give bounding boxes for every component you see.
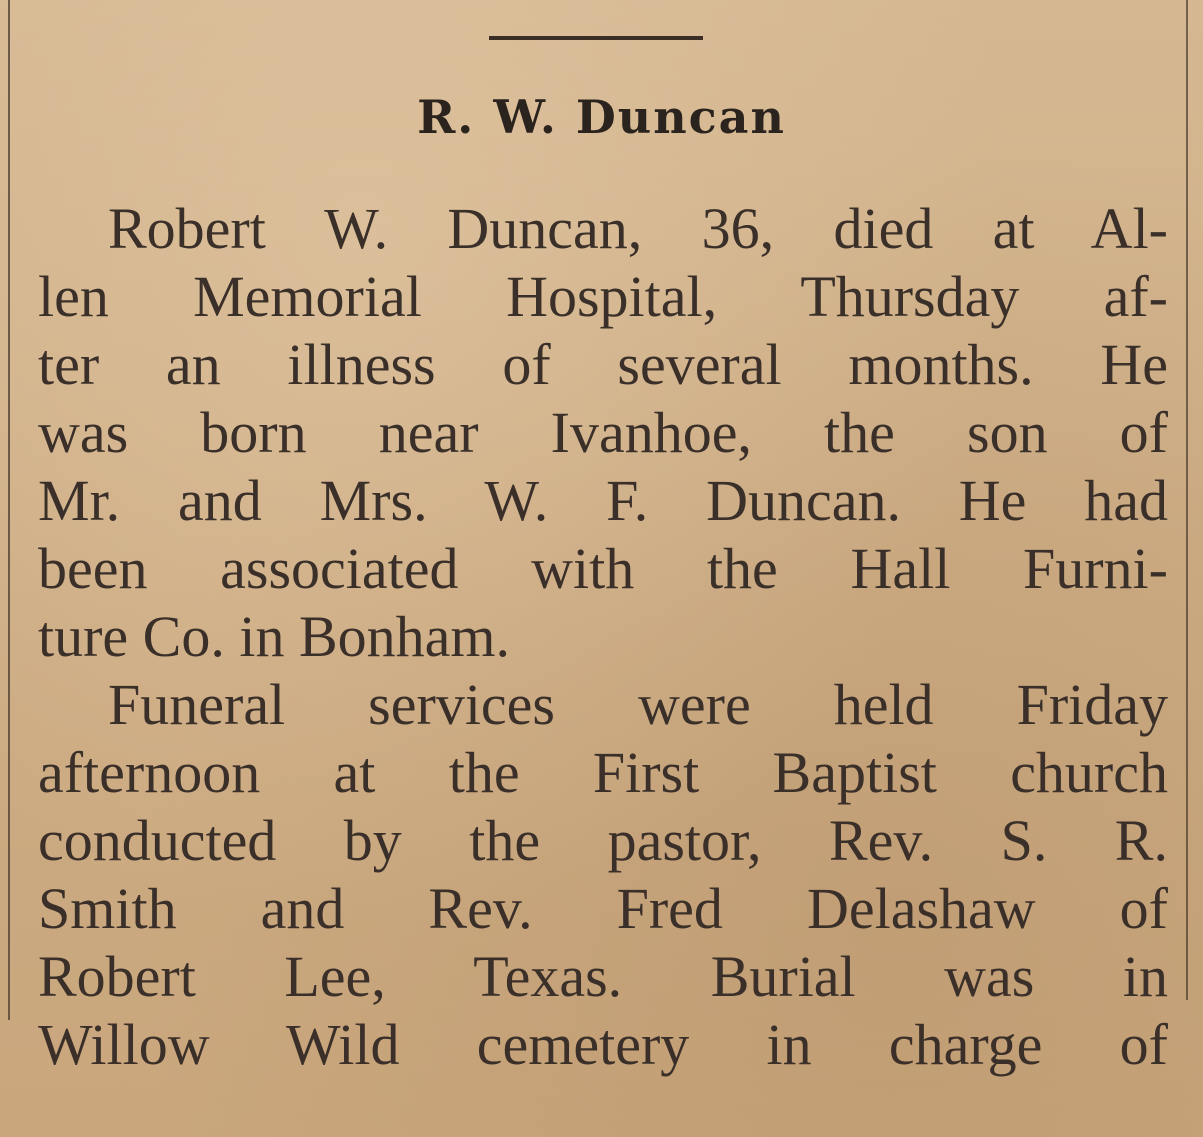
paragraph-1-line-3: ter an illness of several months. He	[38, 332, 1168, 397]
paragraph-1-line-5: Mr. and Mrs. W. F. Duncan. He had	[38, 468, 1168, 533]
paragraph-2-line-2: afternoon at the First Baptist church	[38, 740, 1168, 805]
paragraph-2-line-1: Funeral services were held Friday	[108, 672, 1168, 737]
paragraph-1-line-1: Robert W. Duncan, 36, died at Al-	[108, 196, 1168, 261]
obituary-headline: R. W. Duncan	[417, 90, 786, 144]
left-column-rule	[8, 0, 10, 1020]
paragraph-1-line-7: ture Co. in Bonham.	[38, 604, 511, 669]
paragraph-1-line-6: been associated with the Hall Furni-	[38, 536, 1168, 601]
obituary-body	[38, 195, 1168, 1079]
paragraph-1-line-4: was born near Ivanhoe, the son of	[38, 400, 1168, 465]
section-divider-rule	[489, 36, 703, 40]
paragraph-2-line-3: conducted by the pastor, Rev. S. R.	[38, 808, 1168, 873]
paragraph-2-line-5: Robert Lee, Texas. Burial was in	[38, 944, 1168, 1009]
paragraph-2-line-6: Willow Wild cemetery in charge of	[38, 1012, 1168, 1077]
paragraph-1-line-2: len Memorial Hospital, Thursday af-	[38, 264, 1168, 329]
paragraph-2-line-4: Smith and Rev. Fred Delashaw of	[38, 876, 1168, 941]
right-column-rule	[1186, 0, 1188, 1000]
